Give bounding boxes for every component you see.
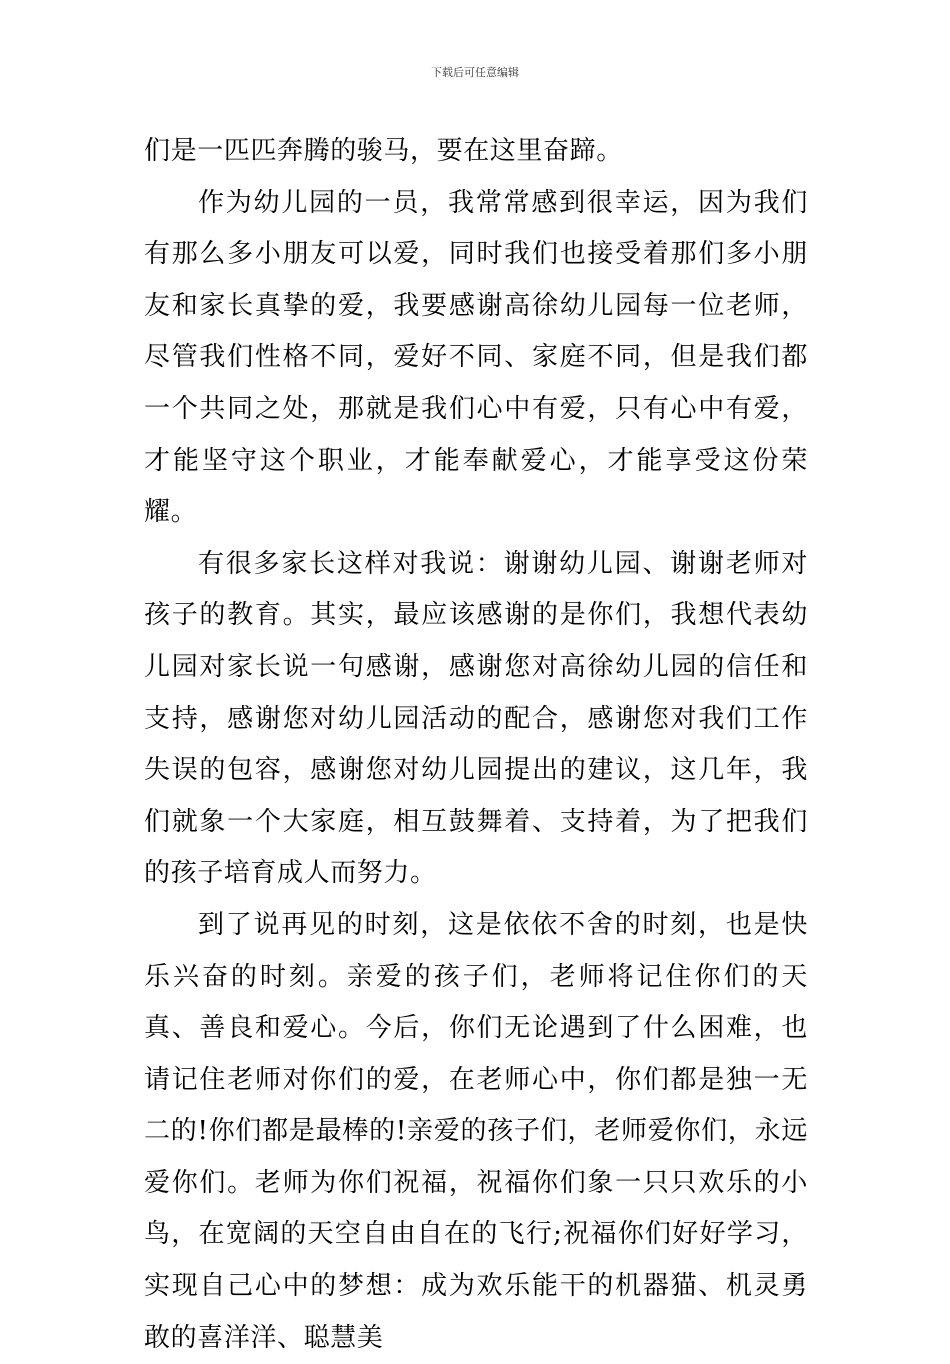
page-header: 下载后可任意编辑 (431, 66, 519, 79)
paragraph-1: 们是一匹匹奔腾的骏马，要在这里奋蹄。 (144, 136, 623, 166)
paragraph-2: 作为幼儿园的一员，我常常感到很幸运，因为我们有那么多小朋友可以爱，同时我们也接受着那们多小朋友和家长真挚的爱，我要感谢高徐幼儿园每一位老师，尽管我们性格不同，爱好不同、家庭不同，但是我们都一个共同之处，那就是我们心中有爱，只有心中有爱，才能坚守这个职业，才能奉献爱心，才能享受这份荣耀。 (144, 187, 808, 528)
document-body (144, 126, 808, 1364)
paragraph-4: 到了说再见的时刻，这是依依不舍的时刻，也是快乐兴奋的时刻。亲爱的孩子们，老师将记住你们的天真、善良和爱心。今后，你们无论遇到了什么困难，也请记住老师对你们的爱，在老师心中，你们都是独一无二的!你们都是最棒的!亲爱的孩子们，老师爱你们，永远爱你们。老师为你们祝福，祝福你们象一只只欢乐的小鸟，在宽阔的天空自由自在的飞行;祝福你们好好学习，实现自己心中的梦想：成为欢乐能干的机器猫、机灵勇敢的喜洋洋、聪慧美 (144, 909, 808, 1353)
paragraph-3: 有很多家长这样对我说：谢谢幼儿园、谢谢老师对孩子的教育。其实，最应该感谢的是你们，我想代表幼儿园对家长说一句感谢，感谢您对高徐幼儿园的信任和支持，感谢您对幼儿园活动的配合，感谢您对我们工作失误的包容，感谢您对幼儿园提出的建议，这几年，我们就象一个大家庭，相互鼓舞着、支持着，为了把我们的孩子培育成人而努力。 (144, 548, 808, 889)
